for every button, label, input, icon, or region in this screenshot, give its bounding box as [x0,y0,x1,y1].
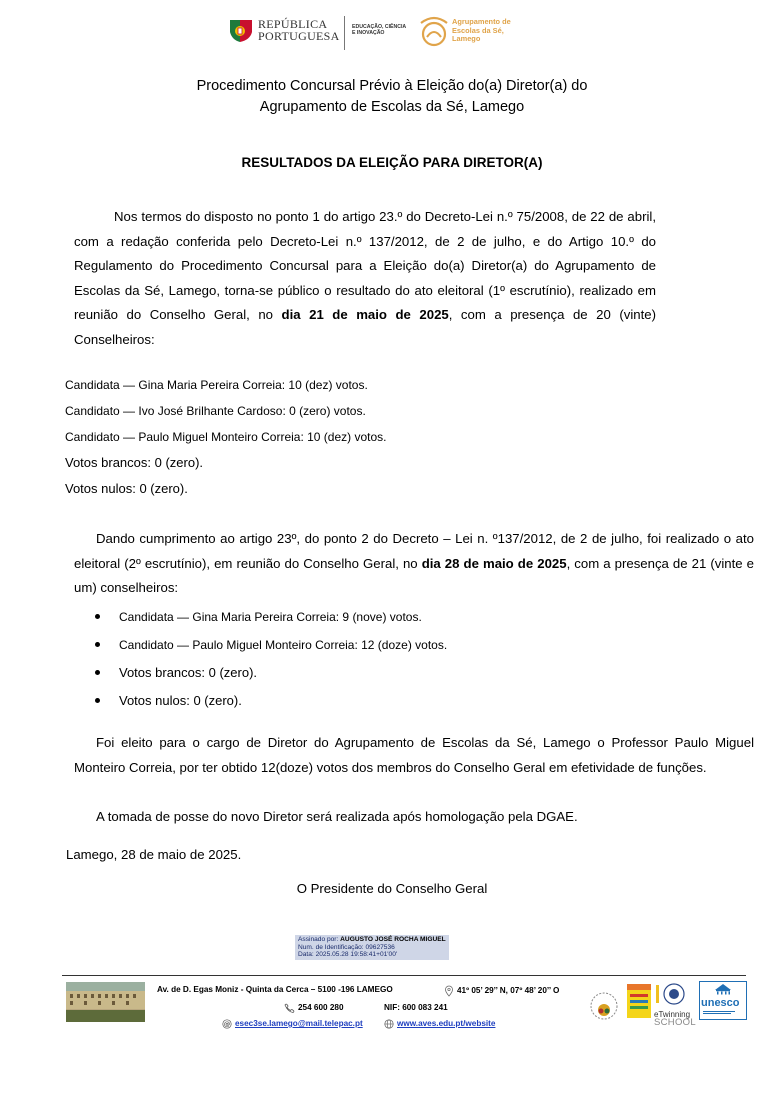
header-divider [344,16,345,50]
globe-icon [384,1019,394,1029]
footer-phone: 254 600 280 [284,1003,344,1013]
intro-paragraph: Nos termos do disposto no ponto 1 do artigo 23.º do Decreto-Lei n.º 75/2008, de 22 de abril, com a redação conferida pelo Decreto-Lei n.º 137/2012, de 2 de julho, e do Artigo 10.º do Regulamento do Procedimento Concursal para a Eleição do(a) Diretor(a) do Agrupamento de Escolas da Sé, Lamego, torna-se público o resultado do ato eleitoral (1º escrutínio), realizado em reunião do Conselho Geral, no dia 21 de maio de 2025, com a presença de 20 (vinte) Conselheiros: [74,209,656,347]
round2-results [94,603,447,715]
ministry-text: EDUCAÇÃO, CIÊNCIA E INOVAÇÃO [352,24,407,36]
round1-results [65,372,387,502]
document-title-line2: Agrupamento de Escolas da Sé, Lamego [259,99,525,115]
footer-gps: 41º 05’ 29’’ N, 07º 48’ 20’’ O [444,985,559,997]
list-item: Votos brancos: 0 (zero). [94,659,447,687]
second-round-paragraph: Dando cumprimento ao artigo 23º, do ponto 2 do Decreto – Lei n. º137/2012, de 2 de julho, foi realizado o ato eleitoral (2º escrutínio), em reunião do Conselho Geral, no dia 28 de maio de 2025, com a presença de 21 (vinte e um) conselheiros: [74,531,755,595]
location-pin-icon [444,985,454,997]
footer-nif: NIF: 600 083 241 [384,1003,448,1012]
signatory-title: O Presidente do Conselho Geral [296,881,488,896]
bullet-icon [95,698,100,703]
footer-email-link[interactable]: @ esec3se.lamego@mail.telepac.pt [223,1019,363,1029]
bullet-icon [95,642,100,647]
footer-address: Av. de D. Egas Moniz - Quinta da Cerca – 5100 -196 LAMEGO [157,985,393,994]
first-election-date: dia 21 de maio de 2025 [281,307,449,322]
footer-divider [62,975,746,976]
phone-icon [284,1003,295,1013]
school-building-image [66,982,145,1022]
at-sign-icon [222,1019,232,1029]
list-item: Candidato — Paulo Miguel Monteiro Correia: 12 (doze) votos. [94,631,447,659]
etwinning-school-label: eTwinning SCHOOL [654,1010,696,1028]
bullet-icon [95,614,100,619]
results-heading: RESULTADOS DA ELEIÇÃO PARA DIRETOR(A) [241,155,543,170]
list-item: Votos nulos: 0 (zero). [94,687,447,715]
agrupamento-logo-icon [417,15,451,49]
tomada-de-posse-paragraph: A tomada de posse do novo Diretor será realizada após homologação pela DGAE. [96,809,578,824]
round1-candidate-ivo: Candidato — Ivo José Brilhante Cardoso: 0 (zero) votos. [65,404,366,418]
unesco-label: unesco [701,997,740,1009]
unesco-temple-icon [700,982,746,996]
republica-portuguesa-text: REPÚBLICA PORTUGUESA [258,17,340,43]
svg-text:@: @ [223,1020,231,1029]
republica-portuguesa-emblem-icon [228,16,254,46]
document-title-line1: Procedimento Concursal Prévio à Eleição do(a) Diretor(a) do [196,78,588,94]
round1-blank-votes: Votos brancos: 0 (zero). [65,455,204,470]
escola-promotora-logo-icon [627,984,651,1018]
digital-signature: Assinado por: AUGUSTO JOSÉ ROCHA MIGUEL Num. de Identificação: 09627536 Data: 2025.05.28 19:58:41+01'00' [295,935,449,960]
stamp-logo-icon [591,993,617,1019]
unesco-subtitle-lines [703,1010,735,1015]
header-logos [228,14,528,54]
elected-paragraph: Foi eleito para o cargo de Diretor do Agrupamento de Escolas da Sé, Lamego o Professor Paulo Miguel Monteiro Correia, por ter obtido 12(doze) votos dos membros do Conselho Geral em efetividade de funções. [74,735,754,775]
footer-website-link[interactable]: www.aves.edu.pt/website [384,1019,495,1029]
round1-candidate-gina: Candidata — Gina Maria Pereira Correia: 10 (dez) votos. [65,378,368,392]
round1-candidate-paulo: Candidato — Paulo Miguel Monteiro Correia: 10 (dez) votos. [65,430,387,444]
agrupamento-text: Agrupamento de Escolas da Sé, Lamego [452,17,511,43]
etwinning-logo-icon [656,984,684,1004]
list-item: Candidata — Gina Maria Pereira Correia: 9 (nove) votos. [94,603,447,631]
second-election-date: dia 28 de maio de 2025 [421,555,567,571]
round1-null-votes: Votos nulos: 0 (zero). [65,481,188,496]
bullet-icon [95,670,100,675]
place-date: Lamego, 28 de maio de 2025. [66,847,242,862]
